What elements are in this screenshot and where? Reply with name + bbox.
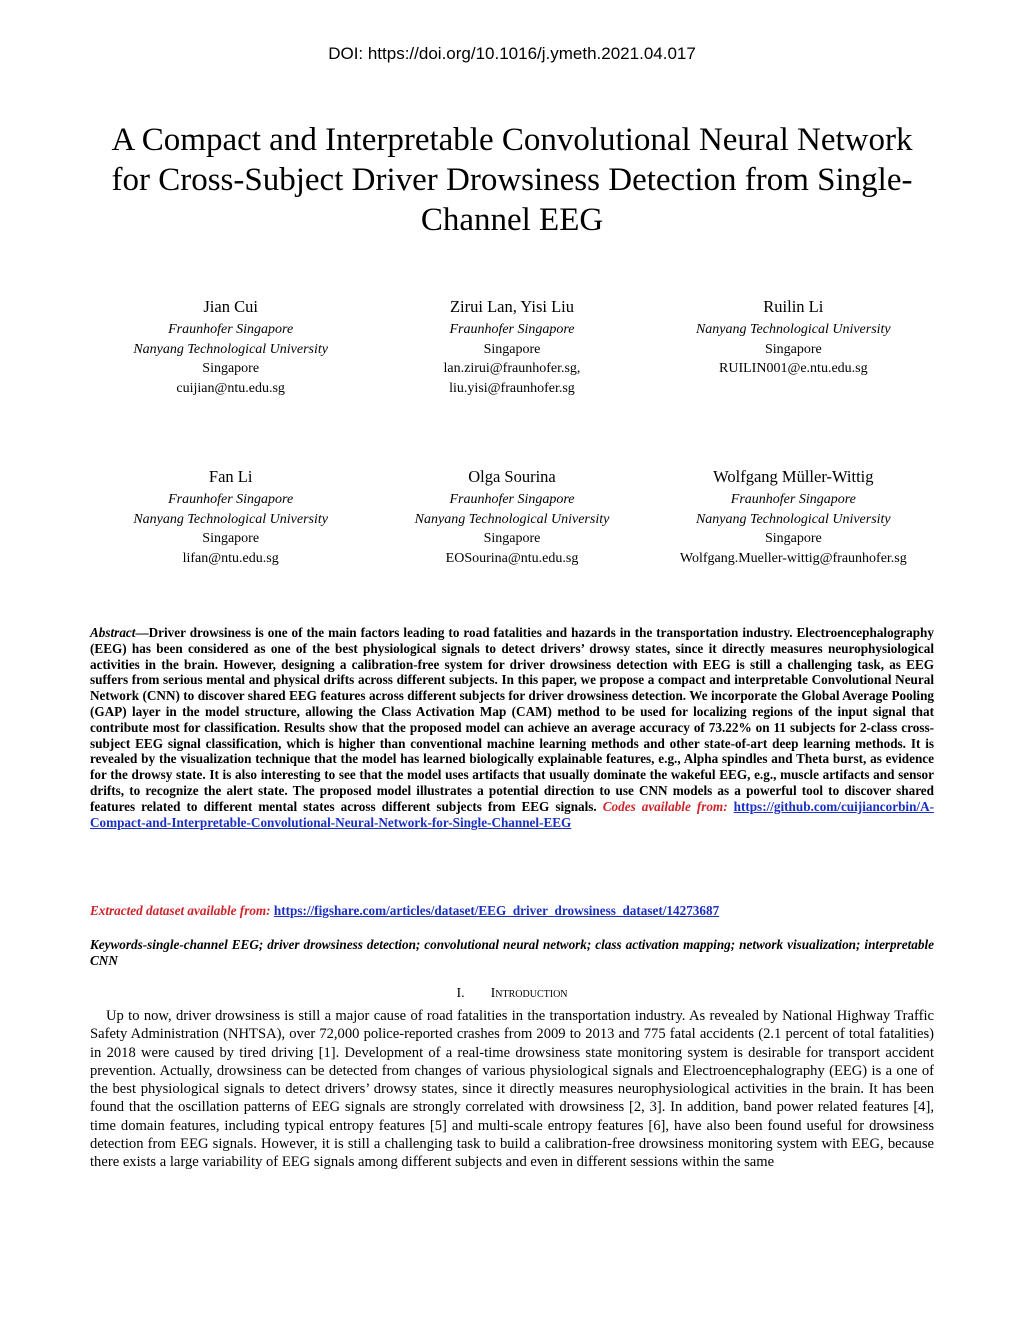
author-country: Singapore [764, 531, 822, 546]
author-block [371, 466, 652, 568]
author-email: RUILIN001@e.ntu.edu.sg [719, 361, 868, 376]
author-email: lan.zirui@fraunhofer.sg, [443, 361, 581, 376]
author-email: EOSourina@ntu.edu.sg [445, 550, 579, 566]
section-title: Introduction [490, 986, 568, 1001]
author-block [90, 296, 371, 398]
author-affiliation: Fraunhofer Singapore [449, 492, 575, 507]
section-number: I. [456, 986, 465, 1001]
author-block [371, 296, 652, 398]
author-email: liu.yisi@fraunhofer.sg [449, 380, 575, 396]
author-country: Singapore [764, 341, 822, 357]
author-email: cuijian@ntu.edu.sg [176, 380, 285, 396]
abstract-lead: Abstract [90, 625, 136, 640]
author-name: Wolfgang Müller-Wittig [713, 467, 874, 486]
author-block [653, 466, 934, 568]
abstract-text: —Driver drowsiness is one of the main factors leading to road fatalities and hazards in the transportation industry. Electroencephalography (EEG) has been considered as one of the best physiological signals to detect drivers’ drowsy states, since it directly measures neurophysiological activities in the brain. However, designing a calibration-free system for driver drowsiness detection with EEG is still a challenging task, as EEG suffers from serious mental and physical drifts across different subjects. In this paper, we propose a compact and interpretable Convolutional Neural Network (CNN) to discover shared EEG features across different subjects for driver drowsiness detection. We incorporate the Global Average Pooling (GAP) layer in the model structure, allowing the Class Activation Map (CAM) method to be used for localizing regions of the input signal that contribute most for classification. Results show that the proposed model can achieve an average accuracy of 73.22% on 11 subjects for 2-class cross-subject EEG signal classification, which is higher than conventional machine learning methods and other state-of-art deep learning methods. It is revealed by the visualization technique that the model has learned biologically explainable features, e.g., Alpha spindles and Theta burst, as evidence for the drowsy state. It is also interesting to see that the model uses artifacts that usually dominate the wakeful EEG, e.g., muscle artifacts and sensor drifts, to recognize the alert state. The proposed model illustrates a potential direction to use CNN models as a powerful tool to discover shared features related to different mental states across different subjects from EEG signals. [90, 625, 934, 814]
author-affiliation: Nanyang Technological University [414, 511, 610, 527]
author-affiliation: Nanyang Technological University [133, 341, 328, 357]
author-affiliation: Nanyang Technological University [133, 511, 328, 527]
intro-paragraph: Up to now, driver drowsiness is still a major cause of road fatalities in the transportation industry. As revealed by National Highway Traffic Safety Administration (NHTSA), over 72,000 police-reported crashes from 2009 to 2013 and 775 fatal accidents (2.1 percent of total fatalities) in 2018 were caused by tired driving [1]. Development of a real-time drowsiness state monitoring system is desirable for transport accident prevention. Actually, drowsiness can be detected from changes of various physiological signals and Electroencephalography (EEG) is a one of the best physiological signals to detect drivers’ drowsy states, since it directly measures neurophysiological activities in the brain. It has been found that the oscillation patterns of EEG signals are strongly correlated with drowsiness [2, 3]. In addition, band power related features [4], time domain features, including typical entropy features [5] and multi-scale entropy features [6], have also been found useful for drowsiness detection from EEG signals. However, it is still a challenging task to build a calibration-free drowsiness monitoring system with EEG, because there exists a large variability of EEG signals among different subjects and even in different sessions within the same [90, 1008, 934, 1171]
author-row-1 [90, 296, 934, 398]
abstract [90, 625, 934, 830]
author-name: Ruilin Li [763, 297, 824, 316]
author-affiliation: Fraunhofer Singapore [449, 322, 575, 337]
keywords: Keywords-single-channel EEG; driver drowsiness detection; convolutional neural network; class activation mapping; network visualization; interpretable CNN [90, 937, 934, 968]
author-country: Singapore [483, 341, 541, 357]
codes-link[interactable]: https://github.com/cuijiancorbin/A-Compact-and-Interpretable-Convolutional-Neural-Network-for-Single-Channel-EEG [90, 798, 935, 830]
author-name: Jian Cui [203, 297, 258, 316]
author-country: Singapore [483, 531, 541, 546]
author-name: Olga Sourina [468, 467, 556, 486]
author-affiliation: Fraunhofer Singapore [730, 492, 856, 507]
author-country: Singapore [202, 361, 260, 376]
author-name: Zirui Lan, Yisi Liu [449, 297, 575, 316]
author-affiliation: Fraunhofer Singapore [168, 492, 294, 507]
author-row-2 [90, 466, 934, 568]
paper-title: A Compact and Interpretable Convolutional Neural Network for Cross-Subject Driver Drowsiness Detection from Single-Channel EEG [111, 122, 913, 238]
author-email: lifan@ntu.edu.sg [182, 550, 279, 566]
author-block [90, 466, 371, 568]
doi-line: DOI: https://doi.org/10.1016/j.ymeth.2021.04.017 [328, 44, 696, 63]
author-name: Fan Li [208, 467, 253, 486]
author-affiliation: Nanyang Technological University [695, 322, 891, 337]
codes-label: Codes available from: [602, 798, 728, 814]
author-email: Wolfgang.Mueller-wittig@fraunhofer.sg [679, 550, 907, 566]
dataset-link[interactable]: https://figshare.com/articles/dataset/EEG_driver_drowsiness_dataset/14273687 [273, 903, 720, 918]
author-affiliation: Nanyang Technological University [695, 511, 891, 527]
author-country: Singapore [202, 531, 260, 546]
dataset-line [90, 903, 934, 919]
author-affiliation: Fraunhofer Singapore [168, 322, 294, 337]
dataset-label: Extracted dataset available from: [90, 903, 271, 918]
section-heading [0, 986, 1024, 1002]
author-block [653, 296, 934, 398]
